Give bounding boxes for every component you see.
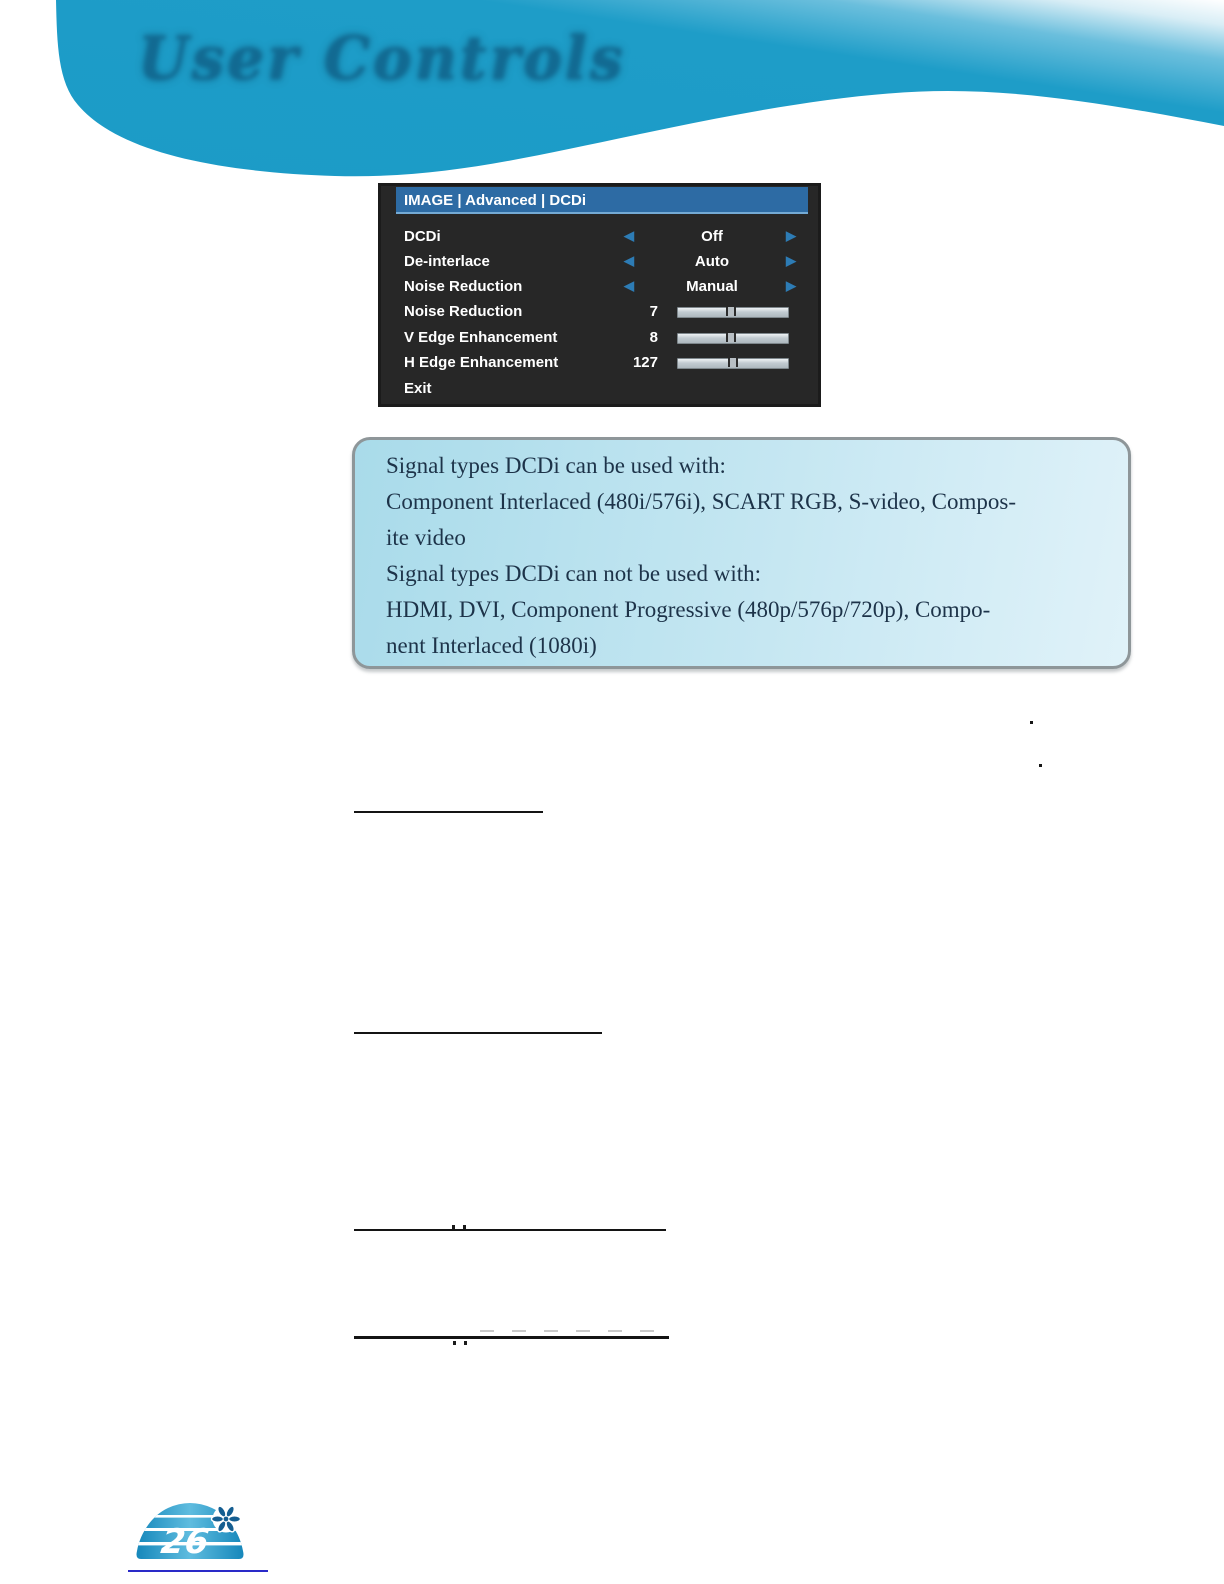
note-line: HDMI, DVI, Component Progressive (480p/576p/720p), Compo-: [386, 597, 991, 622]
slider-thumb: [728, 358, 738, 367]
left-arrow-icon: ◀: [624, 228, 634, 243]
osd-item-label: Noise Reduction: [404, 303, 523, 320]
osd-item-label: H Edge Enhancement: [404, 354, 559, 371]
osd-item-label: Noise Reduction: [404, 278, 523, 295]
osd-row-de-interlace: [396, 251, 811, 273]
osd-row-dcdi: [396, 226, 811, 248]
slider-track: [677, 358, 789, 369]
osd-item-label: V Edge Enhancement: [404, 329, 558, 346]
osd-item-label: Exit: [404, 380, 432, 397]
osd-row-noise-reduction-mode: [396, 276, 811, 298]
osd-row-exit: [396, 378, 811, 400]
comma-mark: [463, 1225, 466, 1229]
osd-item-label: DCDi: [404, 228, 441, 245]
faint-artifact: [576, 1330, 590, 1332]
faint-artifact: [608, 1330, 622, 1332]
note-line: Signal types DCDi can be used with:: [386, 453, 726, 478]
page-number-logo: [135, 1502, 245, 1562]
osd-item-value: 127: [632, 354, 658, 371]
footer-rule: [128, 1570, 268, 1572]
note-line: Component Interlaced (480i/576i), SCART RGB, S-video, Compos-: [386, 489, 1017, 514]
faint-artifact: [480, 1330, 494, 1332]
osd-item-value: Manual: [686, 278, 738, 295]
stray-period-dot: [1030, 721, 1033, 724]
stray-period-dot: [1039, 764, 1042, 767]
link-underline[interactable]: [354, 1032, 602, 1034]
left-arrow-icon: ◀: [624, 253, 634, 268]
osd-row-h-edge-enhancement: [396, 352, 811, 374]
page-title: User Controls: [138, 22, 626, 94]
note-box: [352, 437, 1131, 669]
right-arrow-icon: ▶: [786, 278, 796, 293]
osd-item-label: De-interlace: [404, 253, 490, 270]
link-underline[interactable]: [354, 811, 543, 813]
faint-artifact: [544, 1330, 558, 1332]
osd-row-noise-reduction-level: [396, 301, 811, 323]
slider-thumb: [726, 307, 736, 316]
link-underline[interactable]: [354, 1336, 669, 1339]
note-line: nent Interlaced (1080i): [386, 633, 597, 658]
osd-item-value: 8: [649, 329, 658, 346]
slider-thumb: [726, 333, 736, 342]
slider-track: [677, 307, 789, 318]
comma-mark: [453, 1341, 456, 1345]
right-arrow-icon: ▶: [786, 253, 796, 268]
faint-artifact: [512, 1330, 526, 1332]
slider-track: [677, 333, 789, 344]
osd-menu-breadcrumb: IMAGE | Advanced | DCDi: [396, 187, 808, 214]
comma-mark: [464, 1341, 467, 1345]
right-arrow-icon: ▶: [786, 228, 796, 243]
link-underline[interactable]: [354, 1229, 666, 1231]
note-line: Signal types DCDi can not be used with:: [386, 561, 761, 586]
osd-menu-screenshot: [378, 183, 821, 407]
osd-item-value: 7: [649, 303, 658, 320]
faint-artifact: [640, 1330, 654, 1332]
note-line: ite video: [386, 525, 466, 550]
page-number: 26: [158, 1522, 212, 1562]
osd-item-value: Off: [701, 228, 723, 245]
osd-row-v-edge-enhancement: [396, 327, 811, 349]
osd-item-value: Auto: [694, 253, 730, 270]
left-arrow-icon: ◀: [624, 278, 634, 293]
comma-mark: [452, 1225, 455, 1229]
